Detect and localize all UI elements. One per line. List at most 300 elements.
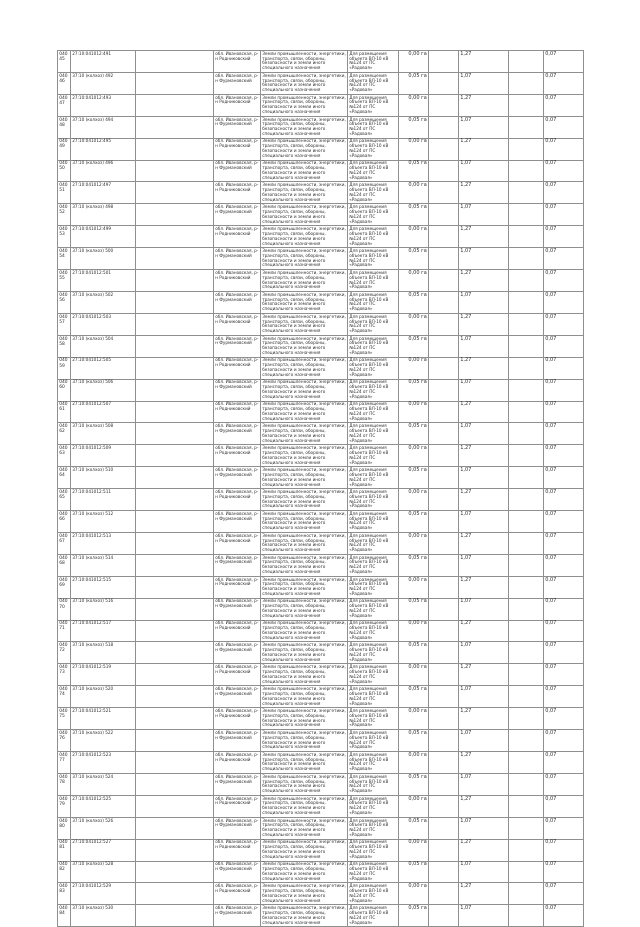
cell-area: 0,00 га xyxy=(399,313,429,335)
cell-num: 04074 xyxy=(58,686,71,708)
cell-cad: 27:10:041012:501 xyxy=(71,270,136,292)
cell-num: 04058 xyxy=(58,335,71,357)
cell-num: 04057 xyxy=(58,313,71,335)
cell-v1: 1,27 xyxy=(459,94,509,116)
cell-num: 04083 xyxy=(58,883,71,905)
cell-v1: 1,07 xyxy=(459,379,509,401)
table-row xyxy=(58,773,584,795)
cell-area: 0,05 га xyxy=(399,905,429,927)
cell-purpose: Для размещения объекта ВЛ-10 кВ №124 от ПС «Радовая» xyxy=(348,686,399,708)
cell-v2: 0,07 xyxy=(544,664,584,686)
cell-v1: 1,27 xyxy=(459,313,509,335)
cell-purpose: Для размещения объекта ВЛ-10 кВ №124 от ПС «Радовая» xyxy=(348,664,399,686)
cell-v2: 0,07 xyxy=(544,839,584,861)
cell-v2: 0,07 xyxy=(544,335,584,357)
cell-loc: обл. Ивановская, р-н Родниковский xyxy=(214,445,261,467)
cell-v2: 0,07 xyxy=(544,730,584,752)
cell-loc: обл. Ивановская, р-н Родниковский xyxy=(214,313,261,335)
cell-c10 xyxy=(509,423,544,445)
cell-loc: обл. Ивановская, р-н Фурмановский xyxy=(214,204,261,226)
cell-c3 xyxy=(136,905,214,927)
cell-num: 04084 xyxy=(58,905,71,927)
cell-c10 xyxy=(509,270,544,292)
cell-c3 xyxy=(136,379,214,401)
cell-v1: 1,27 xyxy=(459,576,509,598)
cell-c8 xyxy=(429,708,459,730)
cell-cat: Земли промышленности, энергетики, транспорта, связи, обороны, безопасности и земли иного специального назначения xyxy=(261,795,348,817)
cell-v1: 1,27 xyxy=(459,752,509,774)
cell-c3 xyxy=(136,642,214,664)
cell-cat: Земли промышленности, энергетики, транспорта, связи, обороны, безопасности и земли иного специального назначения xyxy=(261,620,348,642)
cell-c3 xyxy=(136,138,214,160)
cell-cat: Земли промышленности, энергетики, транспорта, связи, обороны, безопасности и земли иного специального назначения xyxy=(261,182,348,204)
table-row xyxy=(58,620,584,642)
cell-purpose: Для размещения объекта ВЛ-10 кВ №124 от ПС «Радовая» xyxy=(348,94,399,116)
cell-cat: Земли промышленности, энергетики, транспорта, связи, обороны, безопасности и земли иного специального назначения xyxy=(261,116,348,138)
cell-v2: 0,07 xyxy=(544,620,584,642)
cell-num: 04069 xyxy=(58,576,71,598)
cell-v1: 1,27 xyxy=(459,445,509,467)
cell-area: 0,05 га xyxy=(399,598,429,620)
cell-loc: обл. Ивановская, р-н Родниковский xyxy=(214,182,261,204)
cell-area: 0,05 га xyxy=(399,116,429,138)
cell-loc: обл. Ивановская, р-н Фурмановский xyxy=(214,511,261,533)
cell-purpose: Для размещения объекта ВЛ-10 кВ №124 от ПС «Радовая» xyxy=(348,248,399,270)
cell-loc: обл. Ивановская, р-н Фурмановский xyxy=(214,861,261,883)
table-row xyxy=(58,248,584,270)
cell-area: 0,00 га xyxy=(399,532,429,554)
cell-area: 0,00 га xyxy=(399,182,429,204)
cell-v2: 0,07 xyxy=(544,226,584,248)
cell-num: 04066 xyxy=(58,511,71,533)
table-row xyxy=(58,664,584,686)
cell-area: 0,00 га xyxy=(399,795,429,817)
table-row xyxy=(58,335,584,357)
parcels-table xyxy=(57,50,584,927)
cell-purpose: Для размещения объекта ВЛ-10 кВ №124 от ПС «Радовая» xyxy=(348,839,399,861)
cell-c10 xyxy=(509,94,544,116)
cell-num: 04065 xyxy=(58,489,71,511)
cell-num: 04046 xyxy=(58,72,71,94)
cell-v2: 0,07 xyxy=(544,795,584,817)
cell-v2: 0,07 xyxy=(544,489,584,511)
cell-loc: обл. Ивановская, р-н Фурмановский xyxy=(214,773,261,795)
cell-area: 0,05 га xyxy=(399,861,429,883)
cell-cad: 27:10:041012:513 xyxy=(71,532,136,554)
cell-c8 xyxy=(429,817,459,839)
cell-c10 xyxy=(509,642,544,664)
cell-area: 0,00 га xyxy=(399,883,429,905)
cell-purpose: Для размещения объекта ВЛ-10 кВ №124 от ПС «Радовая» xyxy=(348,138,399,160)
cell-cat: Земли промышленности, энергетики, транспорта, связи, обороны, безопасности и земли иного специального назначения xyxy=(261,642,348,664)
cell-c3 xyxy=(136,664,214,686)
cell-cad: 27:10:041012:511 xyxy=(71,489,136,511)
cell-c8 xyxy=(429,620,459,642)
cell-loc: обл. Ивановская, р-н Родниковский xyxy=(214,226,261,248)
cell-area: 0,00 га xyxy=(399,401,429,423)
table-row xyxy=(58,291,584,313)
cell-c10 xyxy=(509,795,544,817)
cell-purpose: Для размещения объекта ВЛ-10 кВ №124 от ПС «Радовая» xyxy=(348,423,399,445)
cell-num: 04078 xyxy=(58,773,71,795)
cell-c10 xyxy=(509,554,544,576)
cell-cad: 27:10:041012:529 xyxy=(71,883,136,905)
cell-loc: обл. Ивановская, р-н Родниковский xyxy=(214,401,261,423)
cell-c3 xyxy=(136,160,214,182)
cell-cad: 37:10 (колхоз) 512 xyxy=(71,511,136,533)
table-row xyxy=(58,511,584,533)
cell-v1: 1,07 xyxy=(459,160,509,182)
cell-c10 xyxy=(509,357,544,379)
table-row xyxy=(58,116,584,138)
cell-v1: 1,27 xyxy=(459,51,509,73)
cell-purpose: Для размещения объекта ВЛ-10 кВ №124 от ПС «Радовая» xyxy=(348,270,399,292)
cell-c8 xyxy=(429,795,459,817)
cell-v2: 0,07 xyxy=(544,72,584,94)
cell-v1: 1,27 xyxy=(459,357,509,379)
cell-num: 04079 xyxy=(58,795,71,817)
cell-c8 xyxy=(429,182,459,204)
cell-v2: 0,07 xyxy=(544,116,584,138)
cell-num: 04076 xyxy=(58,730,71,752)
cell-area: 0,05 га xyxy=(399,291,429,313)
cell-num: 04082 xyxy=(58,861,71,883)
table-row xyxy=(58,752,584,774)
cell-v1: 1,27 xyxy=(459,489,509,511)
cell-loc: обл. Ивановская, р-н Родниковский xyxy=(214,51,261,73)
cell-c3 xyxy=(136,423,214,445)
cell-loc: обл. Ивановская, р-н Родниковский xyxy=(214,270,261,292)
cell-c10 xyxy=(509,773,544,795)
cell-cad: 37:10 (колхоз) 528 xyxy=(71,861,136,883)
cell-c10 xyxy=(509,489,544,511)
cell-c10 xyxy=(509,686,544,708)
cell-c3 xyxy=(136,182,214,204)
cell-c10 xyxy=(509,335,544,357)
cell-cat: Земли промышленности, энергетики, транспорта, связи, обороны, безопасности и земли иного специального назначения xyxy=(261,94,348,116)
cell-area: 0,00 га xyxy=(399,445,429,467)
cell-num: 04055 xyxy=(58,270,71,292)
cell-c8 xyxy=(429,445,459,467)
cell-c8 xyxy=(429,335,459,357)
table-row xyxy=(58,226,584,248)
cell-cat: Земли промышленности, энергетики, транспорта, связи, обороны, безопасности и земли иного специального назначения xyxy=(261,445,348,467)
table-row xyxy=(58,554,584,576)
cell-v1: 1,07 xyxy=(459,335,509,357)
cell-c8 xyxy=(429,686,459,708)
cell-c3 xyxy=(136,445,214,467)
cell-loc: обл. Ивановская, р-н Фурмановский xyxy=(214,291,261,313)
cell-cat: Земли промышленности, энергетики, транспорта, связи, обороны, безопасности и земли иного специального назначения xyxy=(261,489,348,511)
cell-area: 0,05 га xyxy=(399,817,429,839)
cell-v1: 1,07 xyxy=(459,686,509,708)
table-row xyxy=(58,72,584,94)
cell-loc: обл. Ивановская, р-н Фурмановский xyxy=(214,335,261,357)
cell-c3 xyxy=(136,554,214,576)
cell-area: 0,05 га xyxy=(399,730,429,752)
cell-cat: Земли промышленности, энергетики, транспорта, связи, обороны, безопасности и земли иного специального назначения xyxy=(261,905,348,927)
table-row xyxy=(58,708,584,730)
cell-cat: Земли промышленности, энергетики, транспорта, связи, обороны, безопасности и земли иного специального назначения xyxy=(261,883,348,905)
cell-num: 04081 xyxy=(58,839,71,861)
cell-num: 04045 xyxy=(58,51,71,73)
cell-purpose: Для размещения объекта ВЛ-10 кВ №124 от ПС «Радовая» xyxy=(348,116,399,138)
cell-c10 xyxy=(509,248,544,270)
cell-loc: обл. Ивановская, р-н Фурмановский xyxy=(214,72,261,94)
cell-v2: 0,07 xyxy=(544,270,584,292)
cell-cad: 27:10:041012:503 xyxy=(71,313,136,335)
table-row xyxy=(58,489,584,511)
cell-area: 0,00 га xyxy=(399,839,429,861)
cell-cad: 27:10:041012:509 xyxy=(71,445,136,467)
cell-v2: 0,07 xyxy=(544,752,584,774)
cell-c3 xyxy=(136,335,214,357)
table-body xyxy=(58,51,584,927)
cell-c10 xyxy=(509,51,544,73)
cell-c8 xyxy=(429,511,459,533)
cell-c3 xyxy=(136,795,214,817)
cell-purpose: Для размещения объекта ВЛ-10 кВ №124 от ПС «Радовая» xyxy=(348,357,399,379)
cell-c10 xyxy=(509,445,544,467)
cell-purpose: Для размещения объекта ВЛ-10 кВ №124 от ПС «Радовая» xyxy=(348,554,399,576)
cell-c8 xyxy=(429,248,459,270)
cell-loc: обл. Ивановская, р-н Родниковский xyxy=(214,752,261,774)
table-row xyxy=(58,445,584,467)
cell-purpose: Для размещения объекта ВЛ-10 кВ №124 от ПС «Радовая» xyxy=(348,708,399,730)
cell-cat: Земли промышленности, энергетики, транспорта, связи, обороны, безопасности и земли иного специального назначения xyxy=(261,401,348,423)
cell-purpose: Для размещения объекта ВЛ-10 кВ №124 от ПС «Радовая» xyxy=(348,182,399,204)
cell-c3 xyxy=(136,248,214,270)
cell-cat: Земли промышленности, энергетики, транспорта, связи, обороны, безопасности и земли иного специального назначения xyxy=(261,773,348,795)
cell-num: 04061 xyxy=(58,401,71,423)
cell-c10 xyxy=(509,116,544,138)
cell-c10 xyxy=(509,861,544,883)
cell-cad: 27:10:041012:491 xyxy=(71,51,136,73)
cell-area: 0,05 га xyxy=(399,204,429,226)
cell-c8 xyxy=(429,401,459,423)
cell-c3 xyxy=(136,313,214,335)
cell-cad: 37:10 (колхоз) 518 xyxy=(71,642,136,664)
cell-num: 04059 xyxy=(58,357,71,379)
cell-v1: 1,07 xyxy=(459,773,509,795)
table-row xyxy=(58,686,584,708)
cell-v1: 1,07 xyxy=(459,291,509,313)
cell-loc: обл. Ивановская, р-н Фурмановский xyxy=(214,160,261,182)
cell-cad: 27:10:041012:495 xyxy=(71,138,136,160)
cell-purpose: Для размещения объекта ВЛ-10 кВ №124 от ПС «Радовая» xyxy=(348,160,399,182)
cell-c10 xyxy=(509,598,544,620)
cell-v1: 1,07 xyxy=(459,423,509,445)
cell-v2: 0,07 xyxy=(544,576,584,598)
cell-c8 xyxy=(429,752,459,774)
table-row xyxy=(58,313,584,335)
cell-num: 04063 xyxy=(58,445,71,467)
cell-num: 04052 xyxy=(58,204,71,226)
cell-v2: 0,07 xyxy=(544,423,584,445)
cell-c10 xyxy=(509,72,544,94)
cell-area: 0,00 га xyxy=(399,94,429,116)
cell-purpose: Для размещения объекта ВЛ-10 кВ №124 от ПС «Радовая» xyxy=(348,489,399,511)
cell-v1: 1,07 xyxy=(459,72,509,94)
cell-v1: 1,27 xyxy=(459,708,509,730)
cell-c3 xyxy=(136,883,214,905)
cell-c8 xyxy=(429,51,459,73)
cell-cad: 27:10:041012:523 xyxy=(71,752,136,774)
cell-c10 xyxy=(509,839,544,861)
table-row xyxy=(58,861,584,883)
table-row xyxy=(58,883,584,905)
cell-purpose: Для размещения объекта ВЛ-10 кВ №124 от ПС «Радовая» xyxy=(348,467,399,489)
cell-c3 xyxy=(136,489,214,511)
cell-area: 0,05 га xyxy=(399,554,429,576)
cell-c8 xyxy=(429,94,459,116)
cell-cat: Земли промышленности, энергетики, транспорта, связи, обороны, безопасности и земли иного специального назначения xyxy=(261,379,348,401)
cell-v2: 0,07 xyxy=(544,883,584,905)
cell-num: 04068 xyxy=(58,554,71,576)
cell-cad: 37:10 (колхоз) 514 xyxy=(71,554,136,576)
cell-v2: 0,07 xyxy=(544,94,584,116)
cell-area: 0,00 га xyxy=(399,489,429,511)
cell-v2: 0,07 xyxy=(544,642,584,664)
cell-cat: Земли промышленности, энергетики, транспорта, связи, обороны, безопасности и земли иного специального назначения xyxy=(261,817,348,839)
cell-area: 0,00 га xyxy=(399,576,429,598)
cell-purpose: Для размещения объекта ВЛ-10 кВ №124 от ПС «Радовая» xyxy=(348,773,399,795)
cell-c3 xyxy=(136,401,214,423)
cell-c10 xyxy=(509,182,544,204)
cell-c3 xyxy=(136,72,214,94)
cell-num: 04070 xyxy=(58,598,71,620)
table-row xyxy=(58,532,584,554)
cell-num: 04048 xyxy=(58,116,71,138)
cell-loc: обл. Ивановская, р-н Фурмановский xyxy=(214,905,261,927)
cell-v1: 1,07 xyxy=(459,642,509,664)
cell-v2: 0,07 xyxy=(544,182,584,204)
cell-c10 xyxy=(509,160,544,182)
cell-cad: 37:10 (колхоз) 504 xyxy=(71,335,136,357)
cell-purpose: Для размещения объекта ВЛ-10 кВ №124 от ПС «Радовая» xyxy=(348,620,399,642)
cell-v2: 0,07 xyxy=(544,773,584,795)
cell-num: 04080 xyxy=(58,817,71,839)
cell-num: 04049 xyxy=(58,138,71,160)
cell-loc: обл. Ивановская, р-н Фурмановский xyxy=(214,598,261,620)
cell-v1: 1,27 xyxy=(459,138,509,160)
cell-loc: обл. Ивановская, р-н Фурмановский xyxy=(214,379,261,401)
cell-v2: 0,07 xyxy=(544,532,584,554)
cell-loc: обл. Ивановская, р-н Родниковский xyxy=(214,357,261,379)
cell-loc: обл. Ивановская, р-н Родниковский xyxy=(214,532,261,554)
cell-cat: Земли промышленности, энергетики, транспорта, связи, обороны, безопасности и земли иного специального назначения xyxy=(261,357,348,379)
cell-c3 xyxy=(136,773,214,795)
cell-c8 xyxy=(429,357,459,379)
cell-loc: обл. Ивановская, р-н Родниковский xyxy=(214,94,261,116)
cell-purpose: Для размещения объекта ВЛ-10 кВ №124 от ПС «Радовая» xyxy=(348,642,399,664)
cell-area: 0,05 га xyxy=(399,335,429,357)
cell-cat: Земли промышленности, энергетики, транспорта, связи, обороны, безопасности и земли иного специального назначения xyxy=(261,467,348,489)
table-row xyxy=(58,270,584,292)
cell-c3 xyxy=(136,94,214,116)
cell-purpose: Для размещения объекта ВЛ-10 кВ №124 от ПС «Радовая» xyxy=(348,752,399,774)
cell-area: 0,00 га xyxy=(399,138,429,160)
cell-c3 xyxy=(136,532,214,554)
cell-cad: 37:10 (колхоз) 524 xyxy=(71,773,136,795)
cell-purpose: Для размещения объекта ВЛ-10 кВ №124 от ПС «Радовая» xyxy=(348,817,399,839)
cell-cad: 37:10 (колхоз) 530 xyxy=(71,905,136,927)
cell-cat: Земли промышленности, энергетики, транспорта, связи, обороны, безопасности и земли иного специального назначения xyxy=(261,72,348,94)
cell-v1: 1,07 xyxy=(459,730,509,752)
cell-area: 0,05 га xyxy=(399,160,429,182)
cell-c8 xyxy=(429,313,459,335)
cell-v2: 0,07 xyxy=(544,401,584,423)
cell-cad: 27:10:041012:517 xyxy=(71,620,136,642)
cell-purpose: Для размещения объекта ВЛ-10 кВ №124 от ПС «Радовая» xyxy=(348,313,399,335)
cell-purpose: Для размещения объекта ВЛ-10 кВ №124 от ПС «Радовая» xyxy=(348,445,399,467)
cell-area: 0,05 га xyxy=(399,423,429,445)
cell-purpose: Для размещения объекта ВЛ-10 кВ №124 от ПС «Радовая» xyxy=(348,905,399,927)
cell-area: 0,00 га xyxy=(399,752,429,774)
cell-v2: 0,07 xyxy=(544,313,584,335)
cell-c3 xyxy=(136,730,214,752)
cell-purpose: Для размещения объекта ВЛ-10 кВ №124 от ПС «Радовая» xyxy=(348,379,399,401)
cell-v1: 1,27 xyxy=(459,532,509,554)
cell-cad: 27:10:041012:527 xyxy=(71,839,136,861)
cell-v2: 0,07 xyxy=(544,248,584,270)
cell-v2: 0,07 xyxy=(544,160,584,182)
cell-purpose: Для размещения объекта ВЛ-10 кВ №124 от ПС «Радовая» xyxy=(348,861,399,883)
cell-cat: Земли промышленности, энергетики, транспорта, связи, обороны, безопасности и земли иного специального назначения xyxy=(261,51,348,73)
cell-v2: 0,07 xyxy=(544,708,584,730)
cell-cad: 37:10 (колхоз) 516 xyxy=(71,598,136,620)
cell-loc: обл. Ивановская, р-н Фурмановский xyxy=(214,730,261,752)
cell-num: 04054 xyxy=(58,248,71,270)
cell-cat: Земли промышленности, энергетики, транспорта, связи, обороны, безопасности и земли иного специального назначения xyxy=(261,204,348,226)
cell-v1: 1,07 xyxy=(459,511,509,533)
cell-loc: обл. Ивановская, р-н Родниковский xyxy=(214,620,261,642)
cell-c3 xyxy=(136,204,214,226)
cell-area: 0,05 га xyxy=(399,72,429,94)
table-row xyxy=(58,423,584,445)
cell-c8 xyxy=(429,598,459,620)
cell-cad: 37:10 (колхоз) 520 xyxy=(71,686,136,708)
cell-purpose: Для размещения объекта ВЛ-10 кВ №124 от ПС «Радовая» xyxy=(348,204,399,226)
cell-v2: 0,07 xyxy=(544,379,584,401)
cell-purpose: Для размещения объекта ВЛ-10 кВ №124 от ПС «Радовая» xyxy=(348,51,399,73)
cell-loc: обл. Ивановская, р-н Родниковский xyxy=(214,576,261,598)
cell-cad: 37:10 (колхоз) 494 xyxy=(71,116,136,138)
table-row xyxy=(58,839,584,861)
cell-cad: 37:10 (колхоз) 522 xyxy=(71,730,136,752)
cell-v1: 1,27 xyxy=(459,795,509,817)
table-row xyxy=(58,357,584,379)
cell-cad: 27:10:041012:521 xyxy=(71,708,136,730)
cell-cad: 37:10 (колхоз) 510 xyxy=(71,467,136,489)
cell-area: 0,00 га xyxy=(399,226,429,248)
cell-c10 xyxy=(509,532,544,554)
cell-c8 xyxy=(429,160,459,182)
cell-v1: 1,07 xyxy=(459,861,509,883)
cell-cat: Земли промышленности, энергетики, транспорта, связи, обороны, безопасности и земли иного специального назначения xyxy=(261,708,348,730)
cell-c3 xyxy=(136,291,214,313)
cell-c10 xyxy=(509,511,544,533)
cell-c3 xyxy=(136,576,214,598)
cell-loc: обл. Ивановская, р-н Фурмановский xyxy=(214,116,261,138)
cell-c3 xyxy=(136,511,214,533)
cell-c8 xyxy=(429,554,459,576)
cell-cat: Земли промышленности, энергетики, транспорта, связи, обороны, безопасности и земли иного специального назначения xyxy=(261,532,348,554)
cell-c8 xyxy=(429,532,459,554)
cell-num: 04062 xyxy=(58,423,71,445)
cell-loc: обл. Ивановская, р-н Родниковский xyxy=(214,839,261,861)
cell-c10 xyxy=(509,379,544,401)
